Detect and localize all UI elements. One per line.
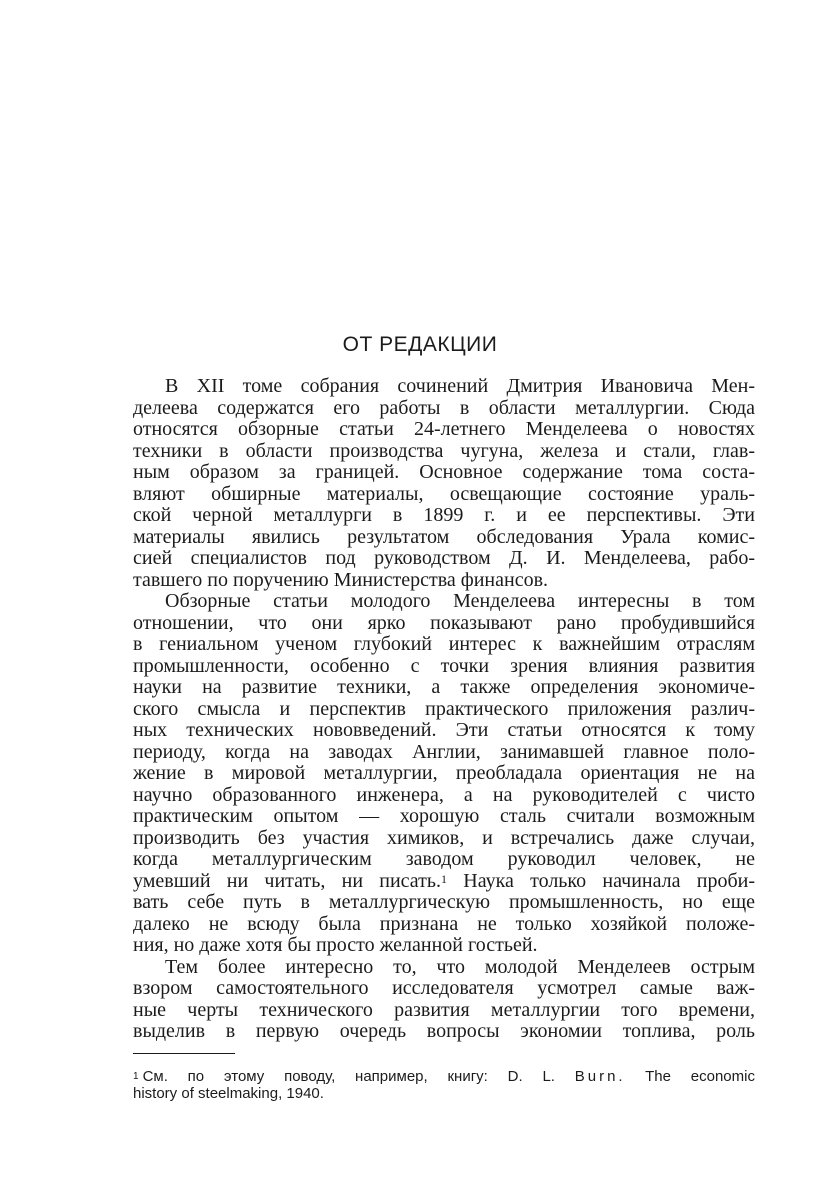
footnote-ref: 1 [441,871,448,886]
text-line: жение в мировой металлургии, преобладала ориентация не на [133,762,755,784]
footnote-author: Burn. [574,1068,626,1085]
text-line: взором самостоятельного исследователя усмотрел самые важ- [133,977,755,999]
text-segment: умевший ни читать, ни писать. [133,869,442,892]
body-text [133,376,755,1043]
footnote-text: См. по этому поводу, например, книгу: D. L. [142,1068,555,1085]
text-line: когда металлургическим заводом руководил человек, не [133,848,755,870]
text-line: ных технических нововведений. Эти статьи относятся к тому [133,719,755,741]
text-line: ской черной металлурги в 1899 г. и ее перспективы. Эти [133,504,755,526]
text-line: периоду, когда на заводах Англии, занимавшей главное поло- [133,740,755,763]
footnote-mark: 1 [133,1071,139,1082]
footnote [133,1068,755,1102]
footnote-line [133,1068,755,1085]
text-line: ского смысла и перспектив практического приложения различ- [133,697,755,720]
footnote-text: The economic [645,1068,755,1085]
page-title: ОТ РЕДАКЦИИ [342,333,498,356]
text-line: выделив в первую очередь вопросы экономии топлива, роль [133,1020,755,1042]
text-line: техники в области производства чугуна, железа и стали, глав- [133,439,755,462]
text-line: науки на развитие техники, а также определения экономиче- [133,676,755,698]
text-line: Обзорные статьи молодого Менделеева интересны в том [165,590,755,612]
text-line: тавшего по поручению Министерства финансов. [133,568,549,591]
text-line: ния, но даже хотя бы просто желанной гостьей. [133,934,538,956]
text-segment: Наука только начинала проби- [463,869,755,892]
text-line: В XII томе собрания сочинений Дмитрия Ивановича Мен- [165,375,755,397]
text-line: относятся обзорные статьи 24-летнего Менделеева о новостях [133,418,755,440]
text-line: промышленности, особенно с точки зрения влияния развития [133,654,755,677]
text-line: научно образованного инженера, а на руководителей с чисто [133,783,755,806]
text-line: сией специалистов под руководством Д. И. Менделеева, рабо- [133,547,755,569]
text-line: ным образом за границей. Основное содержание тома соста- [133,461,755,483]
text-line: Тем более интересно то, что молодой Менделеев острым [165,955,755,978]
text-line: вать себе путь в металлургическую промышленность, но еще [133,891,755,913]
footnote-divider [133,1053,235,1054]
text-line: материалы явились результатом обследования Урала комис- [133,525,755,548]
text-line: отношении, что они ярко показывают рано пробудившийся [133,611,755,634]
text-line: в гениальном ученом глубокий интерес к важнейшим отраслям [133,633,755,655]
text-line: практическим опытом — хорошую сталь считали возможным [133,805,755,827]
text-line [133,871,755,893]
text-line: производить без участия химиков, и встречались даже случаи, [133,826,755,849]
text-line: далеко не всюду была признана не только хозяйкой положе- [133,912,755,935]
text-line: вляют обширные материалы, освещающие состояние ураль- [133,482,755,505]
text-line: делеева содержатся его работы в области металлургии. Сюда [133,396,755,419]
text-line: ные черты технического развития металлургии того времени, [133,998,755,1021]
footnote-line: history of steelmaking, 1940. [133,1085,324,1102]
